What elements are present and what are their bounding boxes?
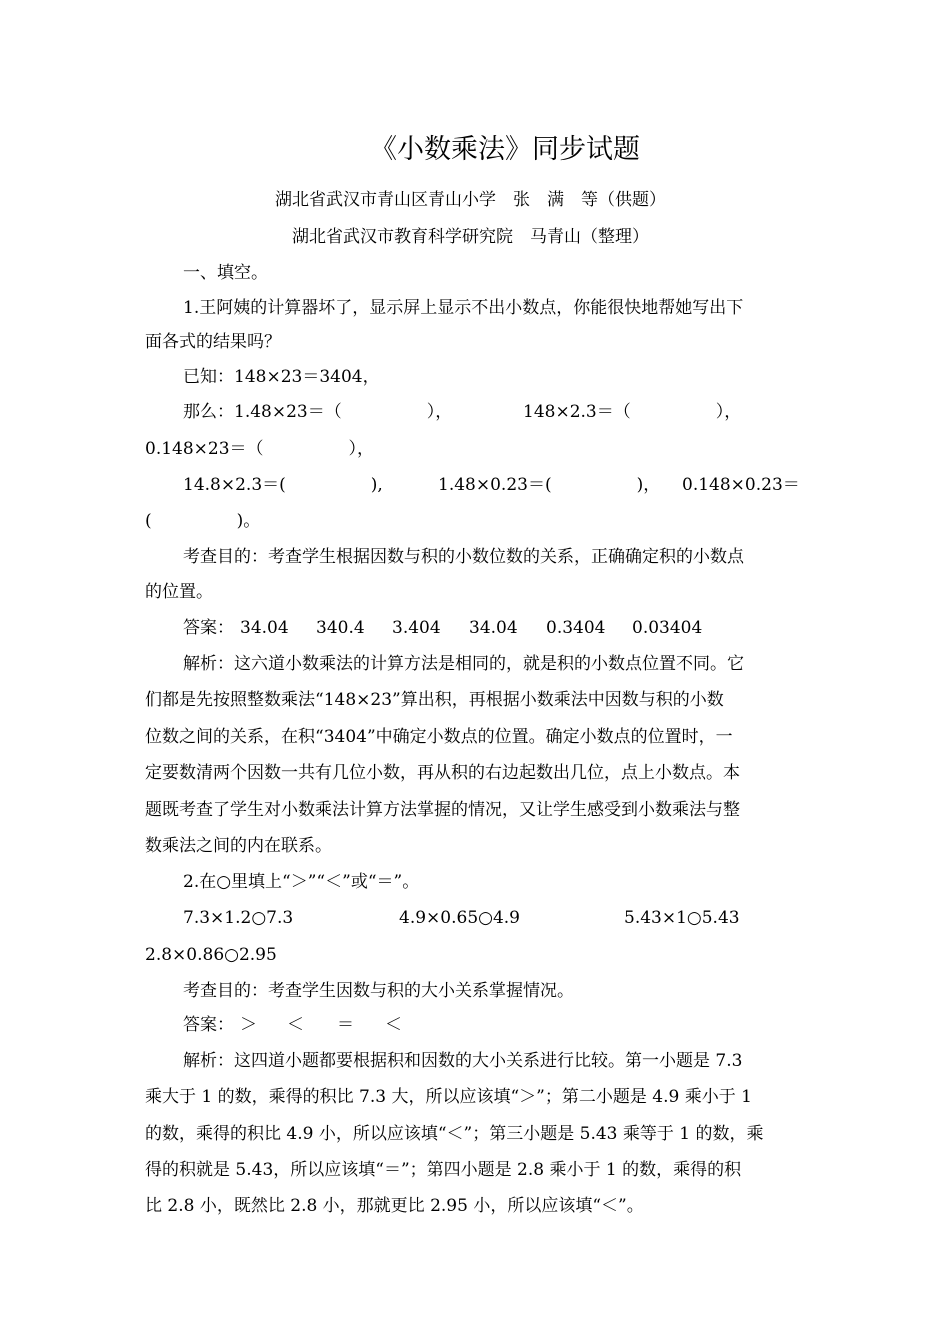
blank-item: 14.8×2.3＝( ), xyxy=(183,475,383,495)
author-line: 湖北省武汉市教育科学研究院 马青山（整理） xyxy=(292,227,649,247)
question-stem: 2.在○里填上“＞”“＜”或“＝”。 xyxy=(183,872,420,892)
analysis-text: 比 2.8 小，既然比 2.8 小，那就更比 2.95 小，所以应该填“＜”。 xyxy=(145,1196,644,1216)
question-stem: 1.王阿姨的计算器坏了，显示屏上显示不出小数点，你能很快地帮她写出下 xyxy=(183,298,744,318)
author-line: 湖北省武汉市青山区青山小学 张 满 等（供题） xyxy=(275,190,666,210)
analysis-text: 题既考查了学生对小数乘法计算方法掌握的情况，又让学生感受到小数乘法与整 xyxy=(145,800,740,820)
known-equation: 已知：148×23＝3404， xyxy=(183,367,380,387)
answer-value: ＜ xyxy=(287,1015,304,1035)
blank-item: 148×2.3＝（ ）， xyxy=(523,402,742,422)
section-heading: 一、填空。 xyxy=(183,263,268,283)
answer-value: 34.04 xyxy=(469,618,518,638)
answer-value: 0.3404 xyxy=(546,618,606,638)
answer-value: 3.404 xyxy=(392,618,441,638)
analysis-text: 位数之间的关系，在积“3404”中确定小数点的位置。确定小数点的位置时，一 xyxy=(145,727,733,747)
compare-item: 4.9×0.65○4.9 xyxy=(399,908,521,928)
answer-value: ＞ xyxy=(240,1015,257,1035)
question-stem: 面各式的结果吗？ xyxy=(145,332,281,352)
analysis-text: 得的积就是 5.43，所以应该填“＝”；第四小题是 2.8 乘小于 1 的数，乘得的积 xyxy=(145,1160,742,1180)
blank-item: ( )。 xyxy=(145,511,261,531)
document-title: 《小数乘法》同步试题 xyxy=(370,134,640,165)
answer-value: 340.4 xyxy=(316,618,365,638)
analysis-text: 定要数清两个因数一共有几位小数，再从积的右边起数出几位，点上小数点。本 xyxy=(145,763,740,783)
analysis-text: 的数，乘得的积比 4.9 小，所以应该填“＜”；第三小题是 5.43 乘等于 1 的数，乘 xyxy=(145,1124,764,1144)
answer-value: ＝ xyxy=(337,1015,354,1035)
analysis-text: 们都是先按照整数乘法“148×23”算出积，再根据小数乘法中因数与积的小数 xyxy=(145,690,724,710)
answer-value: 34.04 xyxy=(240,618,289,638)
answer-value: ＜ xyxy=(385,1015,402,1035)
purpose-text: 考查目的：考查学生根据因数与积的小数位数的关系，正确确定积的小数点 xyxy=(183,547,744,567)
analysis-text: 乘大于 1 的数，乘得的积比 7.3 大，所以应该填“＞”；第二小题是 4.9 乘小于 1 xyxy=(145,1087,752,1107)
compare-item: 5.43×1○5.43 xyxy=(624,908,740,928)
blank-item: 那么：1.48×23＝（ ）， xyxy=(183,402,453,422)
blank-item: 1.48×0.23＝( )， xyxy=(438,475,661,495)
answer-label: 答案： xyxy=(183,1015,234,1035)
answer-value: 0.03404 xyxy=(632,618,703,638)
analysis-text: 数乘法之间的内在联系。 xyxy=(145,836,332,856)
analysis-text: 解析：这四道小题都要根据积和因数的大小关系进行比较。第一小题是 7.3 xyxy=(183,1051,743,1071)
blank-item: 0.148×0.23＝ xyxy=(682,475,800,495)
compare-item: 2.8×0.86○2.95 xyxy=(145,945,277,965)
blank-item: 0.148×23＝（ ）， xyxy=(145,439,375,459)
analysis-text: 解析：这六道小数乘法的计算方法是相同的，就是积的小数点位置不同。它 xyxy=(183,654,744,674)
compare-item: 7.3×1.2○7.3 xyxy=(183,908,294,928)
answer-label: 答案： xyxy=(183,618,234,638)
purpose-text: 的位置。 xyxy=(145,582,213,602)
purpose-text: 考查目的：考查学生因数与积的大小关系掌握情况。 xyxy=(183,981,574,1001)
